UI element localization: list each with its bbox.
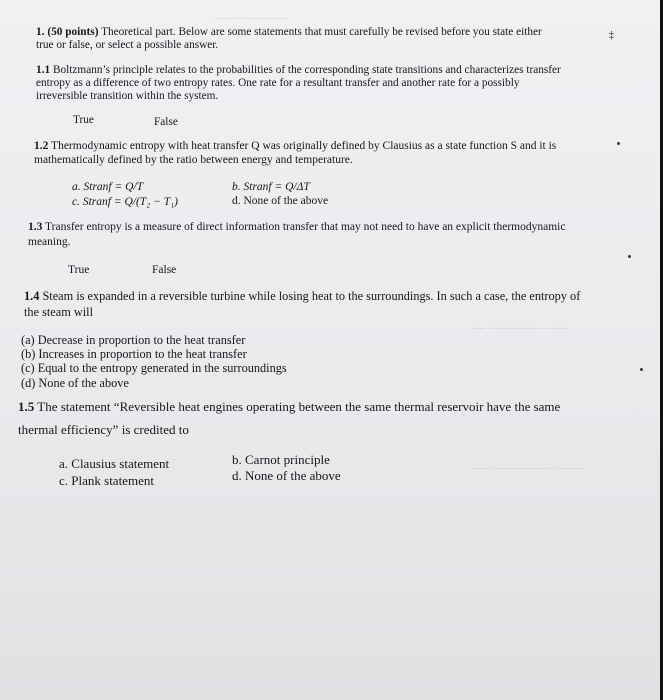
option-b[interactable]: b. Carnot principle [232, 452, 330, 467]
question-1-1-line3: irreversible transition within the system. [36, 90, 219, 102]
question-1-1-number: 1.1 [36, 64, 51, 76]
option-c[interactable]: c. Stranf = Q/(T₂ − T₁) [72, 196, 178, 208]
question-number: 1. [36, 26, 45, 38]
option-a[interactable]: (a) Decrease in proportion to the heat transfer [21, 333, 246, 347]
question-1-4-line1: 1.4 Steam is expanded in a reversible turbine while losing heat to the surroundings. In such a case, the entropy of [24, 289, 581, 303]
question-1-4-line2: the steam will [24, 305, 93, 319]
question-intro-line1: Theoretical part. Below are some statements that must carefully be revised before you state either [98, 26, 542, 38]
margin-dot [640, 368, 643, 371]
option-true[interactable]: True [68, 264, 90, 276]
option-b[interactable]: (b) Increases in proportion to the heat transfer [21, 347, 247, 361]
question-1-2-line1: 1.2 Thermodynamic entropy with heat transfer Q was originally defined by Clausius as a state function S and it is [34, 140, 557, 152]
margin-mark: ‡ [609, 30, 614, 41]
question-1-3-line1: 1.3 Transfer entropy is a measure of direct information transfer that may not need to have an explicit thermodynamic [28, 221, 566, 233]
show-through-text: ─── ─────── ── [470, 322, 570, 334]
question-points: (50 points) [47, 26, 99, 38]
question-1-5-line2: thermal efficiency” is credited to [18, 422, 189, 437]
show-through-text: ──── ─────── ─── [470, 462, 586, 474]
question-1-2-line2: mathematically defined by the ratio between energy and temperature. [34, 154, 353, 166]
option-true[interactable]: True [73, 114, 94, 126]
show-through-text: ────── ─── [215, 12, 289, 24]
option-d[interactable]: d. None of the above [232, 195, 329, 207]
question-1-5-number: 1.5 [18, 399, 35, 414]
question-1-4-number: 1.4 [24, 289, 40, 303]
question-1-2-number: 1.2 [34, 140, 49, 152]
option-d[interactable]: d. None of the above [232, 468, 341, 483]
question-1-3-number: 1.3 [28, 221, 43, 233]
option-b[interactable]: b. Stranf = Q/ΔT [232, 181, 310, 193]
option-c[interactable]: (c) Equal to the entropy generated in the surroundings [21, 361, 287, 375]
question-1-5-line1: 1.5 The statement “Reversible heat engines operating between the same thermal reservoir have the same [18, 399, 561, 414]
option-false[interactable]: False [152, 264, 177, 276]
option-a[interactable]: a. Stranf = Q/T [72, 181, 144, 193]
margin-dot [628, 255, 631, 258]
margin-dot [617, 142, 620, 145]
option-a[interactable]: a. Clausius statement [59, 456, 170, 471]
question-1-3-line2: meaning. [28, 236, 71, 248]
option-d[interactable]: (d) None of the above [21, 376, 129, 390]
option-false[interactable]: False [154, 116, 178, 128]
question-1-1-line1: 1.1 Boltzmann’s principle relates to the probabilities of the corresponding state transitions and characterizes transfer [36, 64, 561, 76]
question-1-header [36, 26, 542, 38]
question-1-1-line2: entropy as a difference of two entropy rates. One rate for a resultant transfer and another rate for a possibly [36, 77, 520, 89]
question-intro-line2: true or false, or select a possible answer. [36, 39, 219, 51]
option-c[interactable]: c. Plank statement [59, 473, 154, 488]
